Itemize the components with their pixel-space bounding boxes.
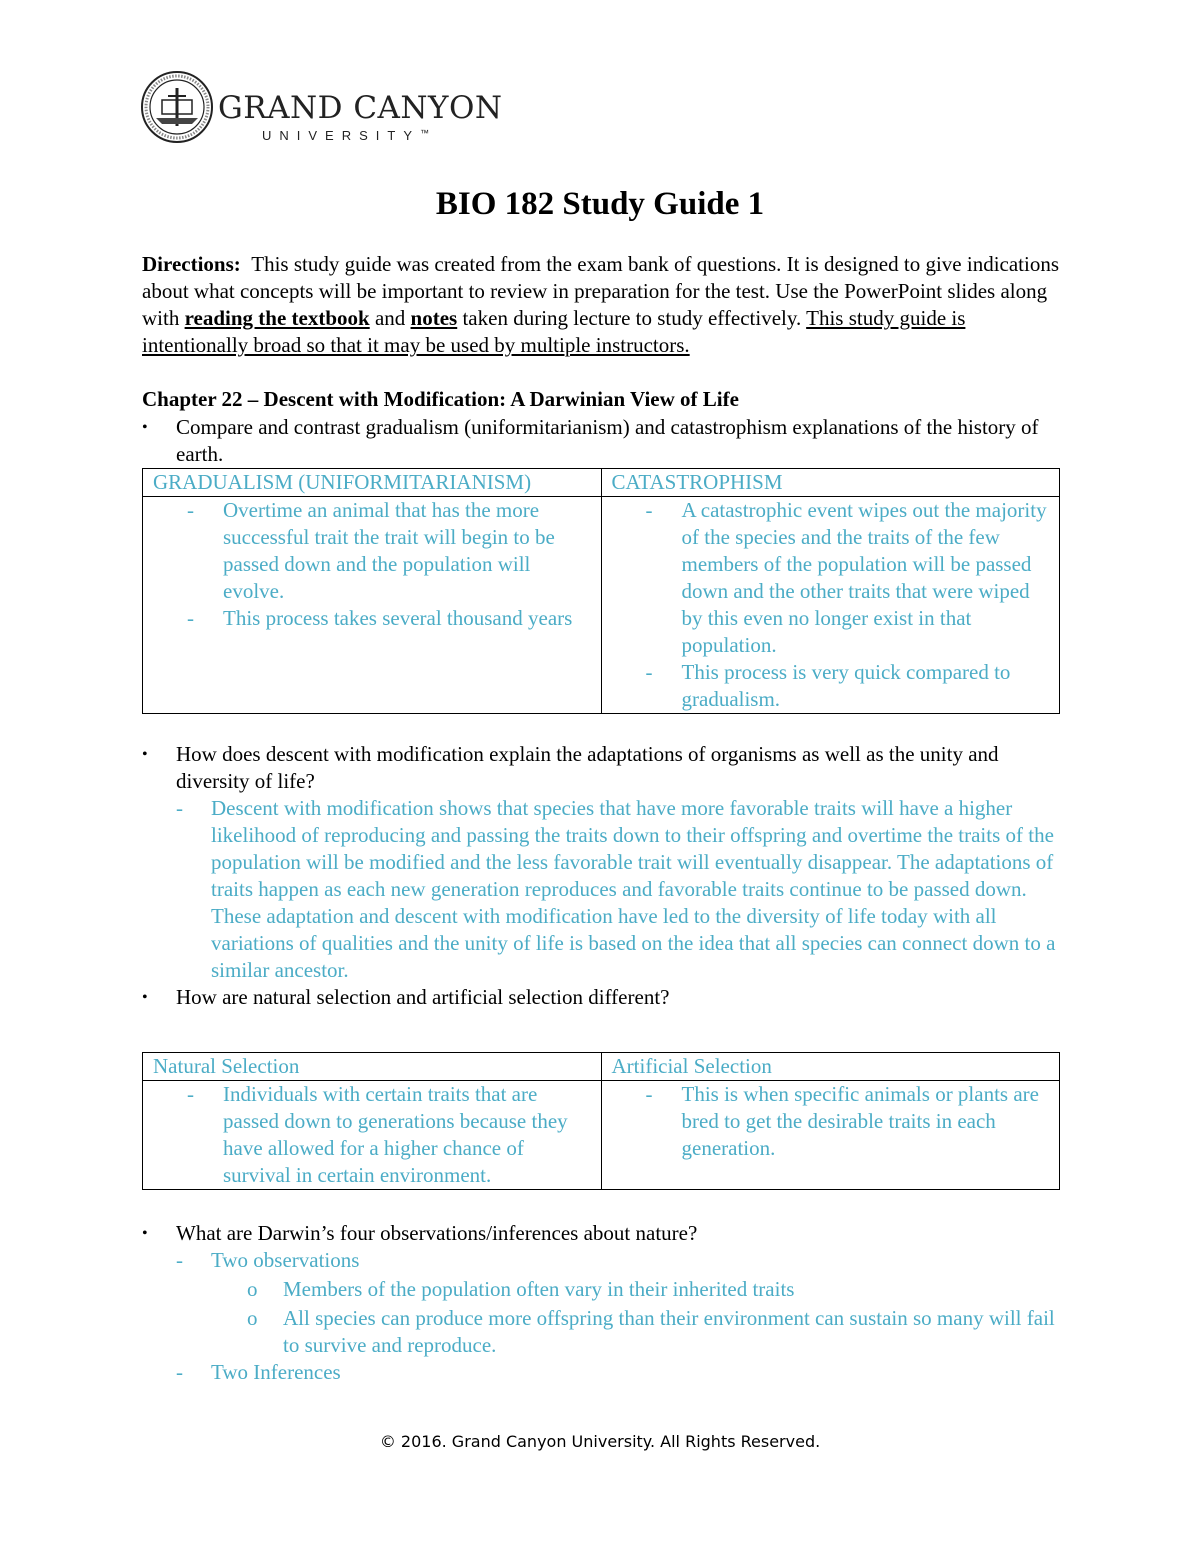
observations-item: - Two observations o Members of the population often vary in their inherited traits o All species can produce more offspring than their environment can sustain so many will fail to survive and reproduce. bbox=[176, 1247, 1060, 1359]
answer-descent: - Descent with modification shows that species that have more favorable traits will have a higher likelihood of reproducing and passing the traits down to their offspring and overtime the traits of the population will be modified and the less favorable trait will eventually disappear. The adaptations of traits happen as each new generation reproduces and favorable traits continue to be passed down. These adaptation and descent with modification have led to the diversity of life today with all variations of qualities and the unity of life is based on the idea that all species can connect down to a similar ancestor. bbox=[176, 795, 1060, 984]
natural-selection-header: Natural Selection bbox=[143, 1053, 602, 1081]
catastrophism-header: CATASTROPHISM bbox=[601, 469, 1060, 497]
question-list-2 bbox=[142, 741, 1060, 1011]
catastrophism-point-2: - This process is very quick compared to gradualism. bbox=[646, 659, 1052, 713]
question-list-3 bbox=[142, 1220, 1060, 1386]
question-list-1 bbox=[142, 414, 1060, 468]
natural-selection-point: - Individuals with certain traits that are passed down to generations because they have allowed for a higher chance of survival in certain environment. bbox=[187, 1081, 593, 1189]
directions-text-2: and bbox=[369, 306, 411, 330]
notes-emphasis: notes bbox=[410, 306, 458, 330]
question-darwin: • What are Darwin’s four observations/inferences about nature? - Two observations o Members of the population often vary in their inherited traits o All species can produce more offspring than their environment can sustain so many will fail to survive and reproduce. - Two Inferences bbox=[142, 1220, 1060, 1386]
question-selection: • How are natural selection and artificial selection different? bbox=[142, 984, 1060, 1011]
university-logo bbox=[140, 70, 503, 145]
reading-textbook-emphasis: reading the textbook bbox=[184, 306, 370, 330]
gradualism-point-1: - Overtime an animal that has the more successful trait the trait will begin to be passed down and the population will evolve. bbox=[187, 497, 593, 605]
directions-paragraph bbox=[142, 251, 1060, 359]
gradualism-header: GRADUALISM (UNIFORMITARIANISM) bbox=[143, 469, 602, 497]
trademark-mark: ™ bbox=[420, 128, 430, 138]
observation-2: o All species can produce more offspring than their environment can sustain so many will fail to survive and reproduce. bbox=[247, 1305, 1060, 1359]
university-seal-icon bbox=[140, 70, 214, 144]
logo-sub-text: UNIVERSITY bbox=[262, 128, 421, 143]
artificial-selection-point: - This is when specific animals or plants are bred to get the desirable traits in each generation. bbox=[646, 1081, 1052, 1162]
inferences-item: - Two Inferences bbox=[176, 1359, 1060, 1386]
copyright-footer: © 2016. Grand Canyon University. All Rights Reserved. bbox=[379, 1432, 821, 1451]
artificial-selection-cell bbox=[601, 1081, 1060, 1190]
gradualism-cell bbox=[143, 497, 602, 714]
catastrophism-point-1: - A catastrophic event wipes out the majority of the species and the traits of the few members of the population will be passed down and the other traits that were wiped by this even no longer exist in that population. bbox=[646, 497, 1052, 659]
document-title: BIO 182 Study Guide 1 bbox=[435, 186, 765, 222]
artificial-selection-header: Artificial Selection bbox=[601, 1053, 1060, 1081]
natural-selection-cell bbox=[143, 1081, 602, 1190]
catastrophism-cell bbox=[601, 497, 1060, 714]
question-gradualism: • Compare and contrast gradualism (uniformitarianism) and catastrophism explanations of the history of earth. bbox=[142, 414, 1060, 468]
directions-label: Directions: bbox=[142, 252, 241, 276]
gradualism-catastrophism-table bbox=[142, 468, 1060, 714]
logo-subtitle bbox=[262, 128, 429, 143]
observation-1: o Members of the population often vary in their inherited traits bbox=[247, 1276, 1060, 1303]
directions-underlined-note: This study guide is intentionally broad so that it may be used by multiple instructors. bbox=[142, 306, 966, 357]
chapter-heading: Chapter 22 – Descent with Modification: A Darwinian View of Life bbox=[142, 387, 739, 411]
directions-text-3: taken during lecture to study effectively. bbox=[457, 306, 807, 330]
question-descent: • How does descent with modification explain the adaptations of organisms as well as the unity and diversity of life? - Descent with modification shows that species that have more favorable traits will have a higher likelihood of reproducing and passing the traits down to their offspring and overtime the traits of the population will be modified and the less favorable trait will eventually disappear. The adaptations of traits happen as each new generation reproduces and favorable traits continue to be passed down. These adaptation and descent with modification have led to the diversity of life today with all variations of qualities and the unity of life is based on the idea that all species can connect down to a similar ancestor. bbox=[142, 741, 1060, 984]
gradualism-point-2: - This process takes several thousand years bbox=[187, 605, 593, 632]
logo-name: GRAND CANYON bbox=[218, 90, 503, 126]
document-body bbox=[142, 251, 1060, 1386]
selection-comparison-table bbox=[142, 1052, 1060, 1190]
directions-text-1: This study guide was created from the exam bank of questions. It is designed to give indications about what concepts will be important to review in preparation for the test. Use the PowerPoint slides along with bbox=[142, 252, 1060, 330]
